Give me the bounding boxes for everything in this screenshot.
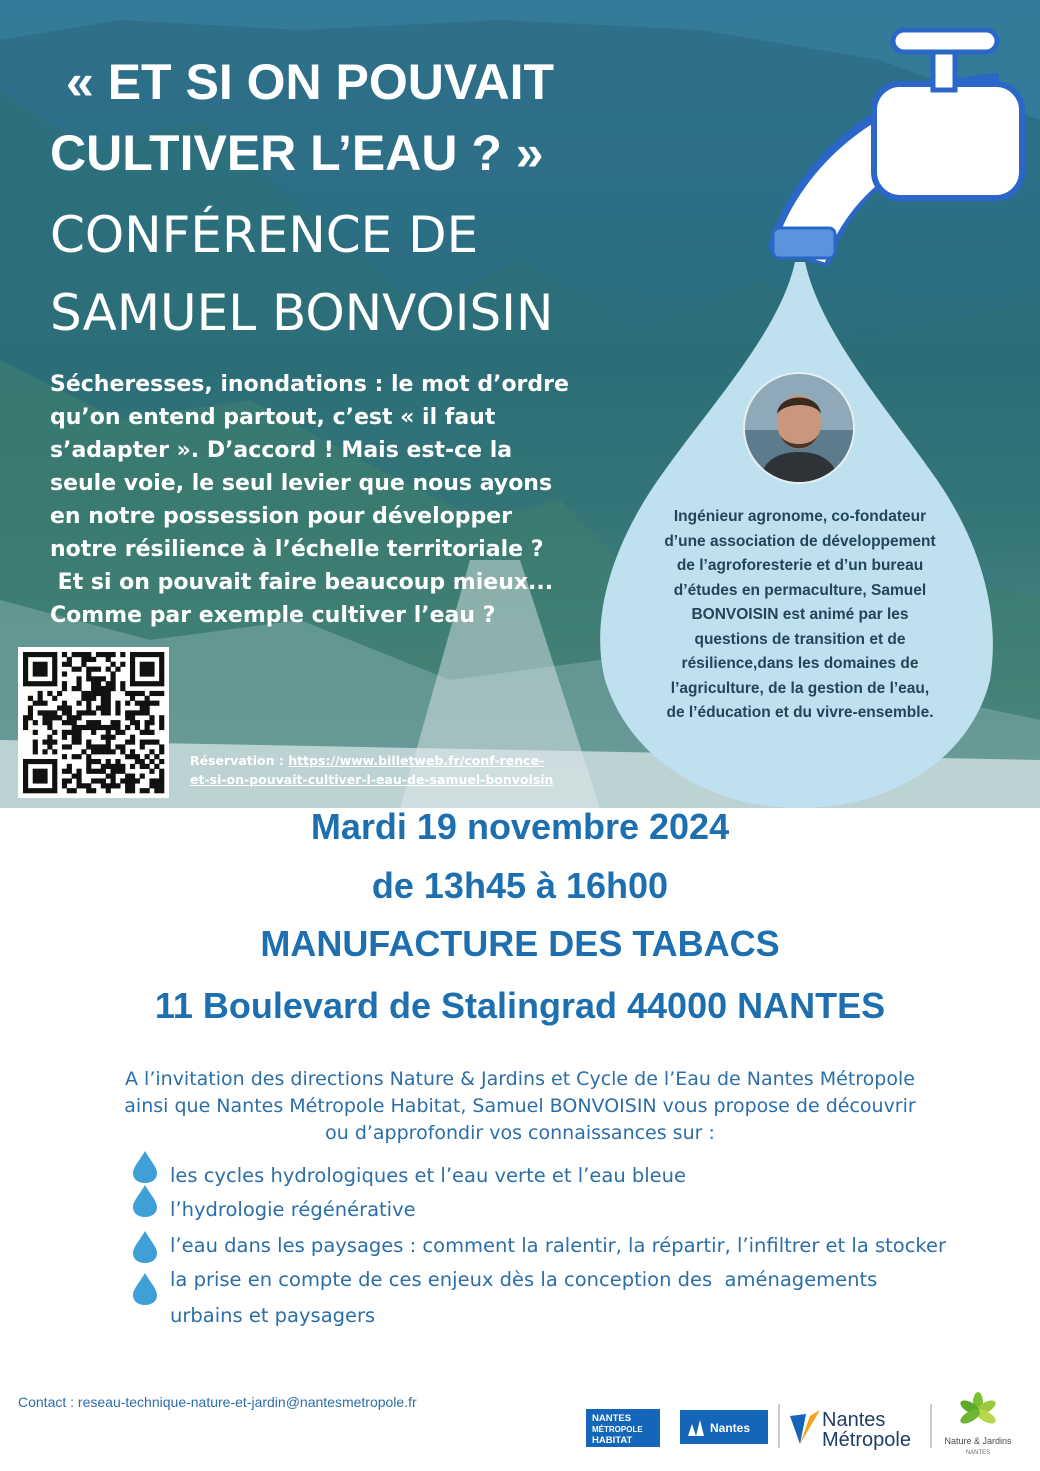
bio-line: Ingénieur agronome, co-fondateur — [673, 508, 927, 525]
topic-item: la prise en compte de ces enjeux dès la conception des aménagements — [170, 1268, 878, 1291]
logo-divider — [778, 1404, 780, 1448]
bio-line: BONVOISIN est animé par les — [691, 606, 909, 623]
intro-line: Sécheresses, inondations : le mot d’ordre — [50, 372, 569, 397]
qr-code-icon — [18, 647, 169, 798]
logo-text: MÉTROPOLE — [592, 1425, 643, 1434]
speaker-bio — [628, 505, 972, 726]
logo-text: HABITAT — [592, 1435, 633, 1446]
qr-code[interactable] — [18, 647, 169, 798]
bio-line: d’une association de développement — [664, 532, 936, 550]
event-time: de 13h45 à 16h00 — [371, 865, 669, 906]
logo-divider — [930, 1404, 932, 1448]
intro-line: seule voie, le seul levier que nous ayons — [50, 471, 553, 496]
bio-line: résilience,dans les domaines de — [681, 655, 919, 672]
bio-line: d’études en permaculture, Samuel — [673, 581, 927, 599]
ville-de-nantes-logo — [680, 1410, 768, 1444]
tap-icon — [773, 30, 1022, 258]
invite-line: ainsi que Nantes Métropole Habitat, Samuel BONVOISIN vous propose de découvrir — [124, 1095, 916, 1117]
invite-line: ou d’approfondir vos connaissances sur : — [325, 1122, 715, 1144]
title-line-4: SAMUEL BONVOISIN — [50, 284, 554, 342]
topic-item: l’eau dans les paysages : comment la ralentir, la répartir, l’infiltrer et la stocker — [170, 1234, 947, 1257]
logo-text: Nantes — [710, 1421, 751, 1435]
invitation-paragraph — [0, 1066, 1040, 1147]
reservation-link[interactable]: https://www.billetweb.fr/conf-rence- — [288, 753, 545, 768]
water-drop-bullet-icon — [132, 1184, 158, 1218]
logo-text: NANTES — [592, 1413, 632, 1424]
logo-text: Métropole — [822, 1429, 911, 1450]
intro-line: en notre possession pour développer — [50, 504, 512, 529]
nantes-metropole-habitat-logo — [586, 1409, 660, 1447]
topic-item: l’hydrologie régénérative — [170, 1198, 416, 1221]
speaker-photo — [743, 372, 855, 484]
reservation-label: Réservation : — [190, 753, 289, 768]
nature-et-jardins-logo — [936, 1392, 1020, 1458]
bio-line: de l’éducation et du vivre-ensemble. — [666, 704, 934, 721]
intro-line: Comme par exemple cultiver l’eau ? — [50, 603, 496, 628]
intro-line: s’adapter ». D’accord ! Mais est-ce la — [50, 438, 513, 463]
bio-line: de l’agroforesterie et d’un bureau — [676, 557, 924, 574]
logo-text: Nantes — [822, 1409, 886, 1431]
contact-email[interactable]: Contact : reseau-technique-nature-et-jardin@nantesmetropole.fr — [18, 1394, 417, 1410]
title-line-3: CONFÉRENCE DE — [50, 206, 479, 264]
water-drop-bullet-icon — [132, 1272, 158, 1306]
topic-item: les cycles hydrologiques et l’eau verte et l’eau bleue — [170, 1164, 687, 1187]
event-date: Mardi 19 novembre 2024 — [310, 806, 730, 847]
invite-line: A l’invitation des directions Nature & Jardins et Cycle de l’Eau de Nantes Métropole — [125, 1068, 915, 1090]
logo-text: Nature & Jardins — [944, 1436, 1012, 1446]
title-line-2: CULTIVER L’EAU ? » — [50, 125, 544, 181]
intro-line: Et si on pouvait faire beaucoup mieux... — [50, 570, 554, 595]
water-drop-bullet-icon — [132, 1150, 158, 1184]
water-drop-bullet-icon — [132, 1230, 158, 1264]
topic-item-continued: urbains et paysagers — [170, 1304, 376, 1327]
event-venue: MANUFACTURE DES TABACS — [260, 923, 780, 964]
title-line-1: « ET SI ON POUVAIT — [66, 54, 555, 110]
logo-text: NANTES — [965, 1450, 991, 1456]
nantes-metropole-logo — [786, 1404, 926, 1450]
bio-line: l’agriculture, de la gestion de l’eau, — [670, 679, 930, 697]
intro-line: notre résilience à l’échelle territoriale ? — [50, 537, 544, 562]
reservation-block — [190, 751, 553, 789]
bio-line: questions de transition et de — [694, 630, 906, 648]
reservation-link-continued[interactable]: et-si-on-pouvait-cultiver-l-eau-de-samuel-bonvoisin — [190, 772, 554, 787]
event-address: 11 Boulevard de Stalingrad 44000 NANTES — [154, 985, 886, 1026]
intro-line: qu’on entend partout, c’est « il faut — [50, 405, 496, 430]
